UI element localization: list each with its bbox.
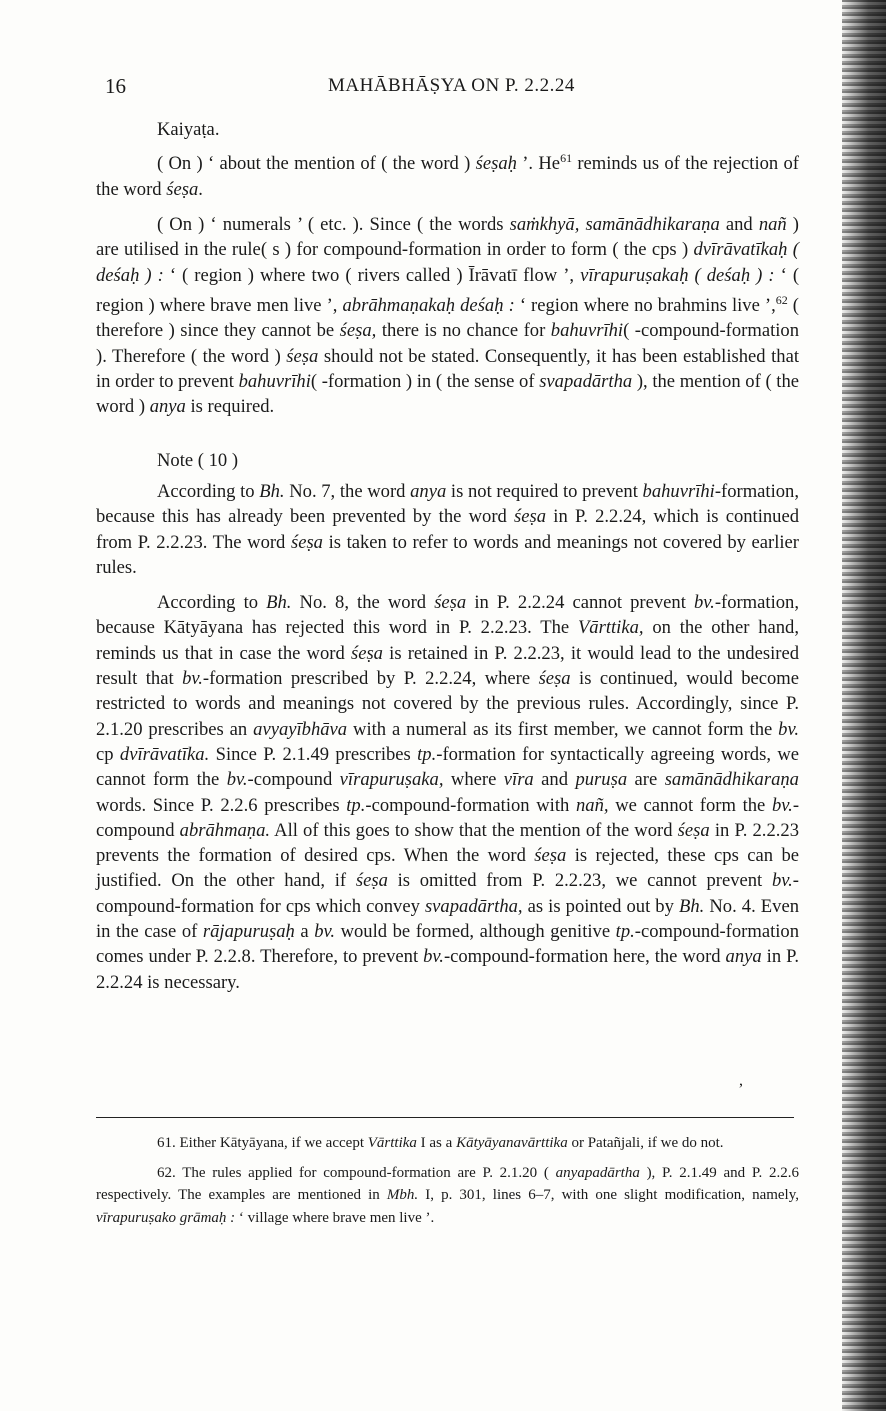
text-run: where xyxy=(443,769,504,791)
term: rājapuruṣaḥ xyxy=(202,920,295,942)
term: śeṣa xyxy=(166,178,199,200)
text-run: cp xyxy=(96,743,120,765)
term: nañ xyxy=(758,214,787,236)
term: vīra xyxy=(503,769,534,791)
term: samānādhikaraṇa xyxy=(664,769,799,791)
text-run: ( On ) ‘ about the mention of ( the word ) xyxy=(157,153,476,175)
text-run: 62. The rules applied for compound-formation are P. 2.1.20 ( xyxy=(157,1164,556,1181)
stray-mark: , xyxy=(739,1072,743,1089)
term: Vārttika, xyxy=(577,617,644,639)
text-run: words. Since P. 2.2.6 prescribes xyxy=(96,794,347,816)
term: svapadārtha xyxy=(539,371,633,393)
term: tp. xyxy=(417,743,437,765)
term: śeṣa xyxy=(350,642,383,664)
text-run: in P. 2.2.24 cannot prevent xyxy=(466,592,694,614)
text-run: ( -compound-formation ). Therefore ( the word ) xyxy=(96,320,799,367)
paragraph xyxy=(96,479,799,580)
term: śeṣa xyxy=(534,845,567,867)
text-run: ‘ village where brave men live ’. xyxy=(235,1209,435,1226)
text-run: is omitted from P. 2.2.23, we cannot prevent xyxy=(387,870,772,892)
term: bv. xyxy=(771,794,793,816)
text-run: ( On ) ‘ numerals ’ ( etc. ). Since ( the words xyxy=(157,214,510,236)
text-run: is rejected, these cps can be justified. On the other hand, if xyxy=(96,845,799,892)
term: bv. xyxy=(423,946,444,968)
text-run: -compound-formation comes under P. 2.2.8. Therefore, to prevent xyxy=(96,920,799,968)
text-run: -compound-formation here, the word xyxy=(443,946,726,968)
text-run: -compound-formation for cps which convey xyxy=(96,870,799,917)
paragraph xyxy=(96,590,799,995)
term: bahuvrīhi xyxy=(550,320,624,342)
text-run: -formation for syntactically agreeing words, we cannot form the xyxy=(96,743,799,791)
section-heading-kaiyata: Kaiyaṭa. xyxy=(157,119,220,140)
text-run: No. 7, the word xyxy=(284,480,411,502)
text-run: -compound xyxy=(96,794,800,841)
term: abrāhmaṇa. xyxy=(179,819,271,841)
footnote-ref: 62 xyxy=(775,292,788,307)
text-run: would be formed, although genitive xyxy=(335,920,616,942)
term: anya xyxy=(725,946,762,968)
text-run: -compound xyxy=(247,769,340,791)
term: śeṣa xyxy=(514,506,547,528)
text-run: is not required to prevent xyxy=(446,480,643,502)
term: śeṣa xyxy=(355,870,388,892)
text-run: reminds us of the rejection of the word xyxy=(96,153,800,200)
text-run: ‘ ( region ) where two ( rivers called ) Īrāvatī flow ’, xyxy=(163,264,581,286)
text-run: ‘ region where no brahmins live ’, xyxy=(514,295,776,317)
term: śeṣa xyxy=(286,345,319,367)
term: Mbh. xyxy=(386,1187,419,1203)
term: dvīrāvatīkaḥ ( deśaḥ ) : xyxy=(96,239,799,286)
text-run: in P. 2.2.24 is necessary. xyxy=(96,946,800,993)
term: svapadārtha, xyxy=(424,895,523,917)
text-run: Since P. 2.1.49 prescribes xyxy=(209,743,418,765)
term: tp. xyxy=(615,920,635,942)
text-run: -formation, because this has already been prevented by the word xyxy=(96,480,800,528)
text-run: as is pointed out by xyxy=(522,895,679,917)
term: bv. xyxy=(226,769,248,791)
text-run: -compound-formation with xyxy=(365,794,576,816)
term: dvīrāvatīka. xyxy=(119,743,210,765)
text-run: there is no chance for xyxy=(376,320,551,342)
text-run: ( therefore ) since they cannot be xyxy=(96,295,799,342)
running-header xyxy=(96,72,801,102)
text-run: ( -formation ) in ( the sense of xyxy=(310,371,540,393)
text-run: No. 8, the word xyxy=(291,592,435,614)
footnote-62 xyxy=(96,1162,799,1230)
term: puruṣa xyxy=(575,769,628,791)
text-run: is continued, would become restricted to words and meanings not covered by the previous rules. Accordingly, since P. 2.1.20 prescribes an xyxy=(96,668,800,740)
term: anya xyxy=(410,480,447,502)
term: tp. xyxy=(346,794,366,816)
running-title: MAHĀBHĀṢYA ON P. 2.2.24 xyxy=(328,75,575,96)
term: śeṣaḥ xyxy=(475,153,517,175)
text-run: -formation, because Kātyāyana has rejected this word in P. 2.2.23. The xyxy=(96,592,799,639)
text-run: is taken to refer to words and meanings not covered by earlier rules. xyxy=(96,531,799,578)
term: anyapadārtha xyxy=(555,1164,640,1181)
term: bv. xyxy=(182,668,203,690)
main-text xyxy=(96,117,799,1005)
term: Kātyāyanavārttika xyxy=(456,1135,568,1151)
text-run: a xyxy=(294,920,315,942)
footnote-61 xyxy=(96,1132,799,1155)
term: bahuvrīhi xyxy=(642,480,715,502)
term: vīrapuruṣako grāmaḥ : xyxy=(96,1209,236,1226)
page-binding-edge xyxy=(842,0,886,1411)
term: śeṣa, xyxy=(339,320,377,342)
term: saṁkhyā, samānādhikaraṇa xyxy=(509,214,720,236)
text-run: ) are utilised in the rule( s ) for compound-formation in order to form ( the cps ) xyxy=(96,214,799,261)
text-run: ), P. 2.1.49 and P. 2.2.6 respectively. The examples are mentioned in xyxy=(96,1164,799,1203)
term: avyayībhāva xyxy=(253,718,348,740)
term: nañ, xyxy=(575,794,609,816)
term: śeṣa xyxy=(538,668,571,690)
text-run: ), the mention of ( the word ) xyxy=(96,371,800,418)
term: Bh. xyxy=(678,895,705,917)
term: vīrapuruṣaka, xyxy=(339,769,444,791)
term: bv. xyxy=(693,592,715,614)
text-run: ’. He xyxy=(516,153,561,175)
text-run: I as a xyxy=(416,1135,457,1151)
term: Bh. xyxy=(266,592,292,614)
term: vīrapuruṣakaḥ ( deśaḥ ) : xyxy=(580,264,775,286)
footnote-ref: 61 xyxy=(560,151,573,166)
term: bv. xyxy=(778,718,799,740)
text-run: According to xyxy=(157,592,267,614)
term: śeṣa xyxy=(434,592,467,614)
term: bv. xyxy=(314,920,336,942)
text-run: and xyxy=(533,769,576,791)
paragraph xyxy=(96,146,799,202)
term: abrāhmaṇakaḥ deśaḥ : xyxy=(342,295,515,317)
term: bv. xyxy=(771,870,793,892)
text-run: I, p. 301, lines 6–7, with one slight modification, namely, xyxy=(418,1187,799,1203)
term: Bh. xyxy=(259,480,285,502)
term: bahuvrīhi xyxy=(238,371,311,393)
term: śeṣa xyxy=(290,531,323,553)
section-heading-note: Note ( 10 ) xyxy=(157,449,239,471)
text-run: 61. Either Kātyāyana, if we accept xyxy=(157,1135,368,1151)
text-run: on the other hand, reminds us that in case the word xyxy=(96,617,799,664)
text-run: -formation prescribed by P. 2.2.24, where xyxy=(202,668,539,690)
footnotes xyxy=(96,1132,799,1236)
text-run: and xyxy=(719,214,759,236)
text-run: ‘ ( region ) where brave men live ’, xyxy=(96,264,800,317)
text-run: with a numeral as its first member, we cannot form the xyxy=(347,718,779,740)
text-run: in P. 2.2.23 prevents the formation of desired cps. When the word xyxy=(96,819,799,867)
text-run: All of this goes to show that the mention of the word xyxy=(270,819,678,841)
text-run: According to xyxy=(157,480,260,502)
text-run: or Patañjali, if we do not. xyxy=(567,1135,724,1151)
text-run: is retained in P. 2.2.23, it would lead to the undesired result that xyxy=(96,642,799,690)
text-run: in P. 2.2.24, which is continued from P. 2.2.23. The word xyxy=(96,506,800,553)
paragraph xyxy=(96,212,799,420)
text-run: are xyxy=(627,769,665,791)
text-run: is required. xyxy=(185,396,275,418)
text-run: . xyxy=(198,178,203,200)
term: Vārttika xyxy=(367,1135,417,1151)
footnote-divider xyxy=(96,1117,794,1118)
term: śeṣa xyxy=(677,819,710,841)
text-run: should not be stated. Consequently, it has been established that in order to prevent xyxy=(96,345,799,393)
term: anya xyxy=(149,396,186,418)
text-run: No. 4. Even in the case of xyxy=(96,895,799,942)
text-run: we cannot form the xyxy=(608,794,772,816)
page-number: 16 xyxy=(105,74,126,98)
